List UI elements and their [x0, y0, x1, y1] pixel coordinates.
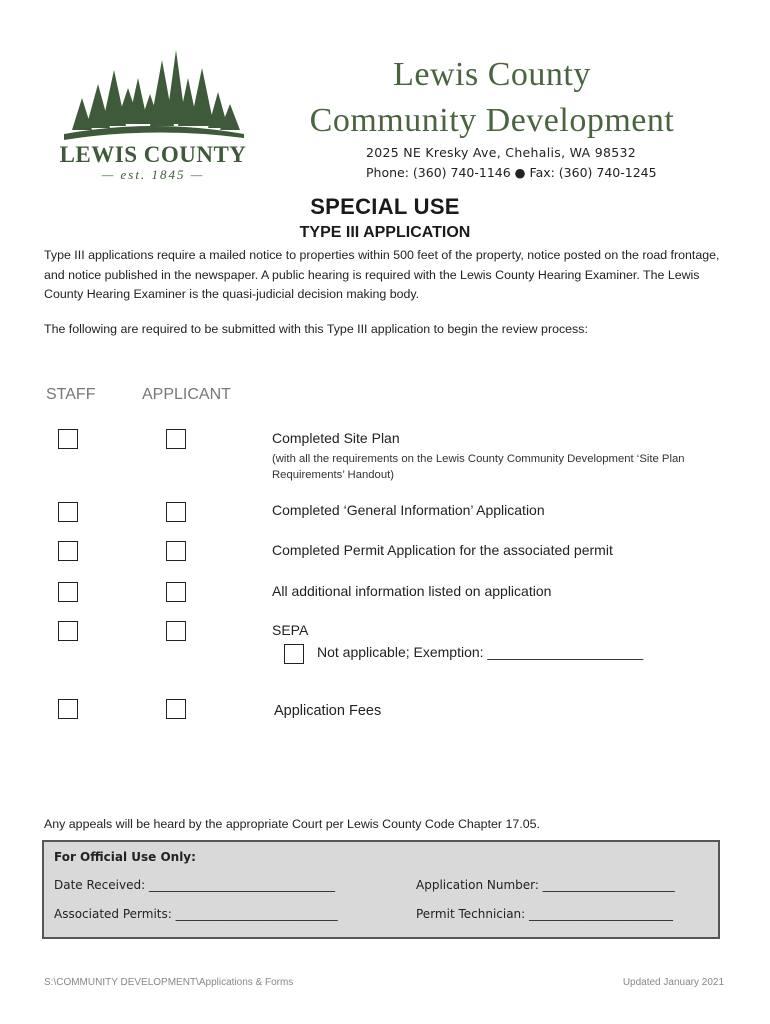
- logo-established: — est. 1845 —: [101, 167, 205, 182]
- org-title: [262, 52, 722, 144]
- org-title-line2: Community Development: [309, 102, 675, 139]
- applicant-checkbox-permit-application[interactable]: [166, 541, 186, 561]
- applicant-checkbox-sepa[interactable]: [166, 621, 186, 641]
- sepa-exemption-field[interactable]: Not applicable; Exemption: ____________________: [317, 644, 644, 660]
- item-application-fees: Application Fees: [274, 703, 382, 719]
- org-contact: [366, 143, 657, 183]
- date-received-field[interactable]: Date Received: _______________________________: [54, 878, 335, 892]
- footer-updated: Updated January 2021: [622, 977, 724, 988]
- permit-technician-field[interactable]: Permit Technician: ________________________: [416, 907, 674, 921]
- application-number-field[interactable]: Application Number: ______________________: [416, 878, 675, 892]
- page-title: SPECIAL USE: [310, 194, 460, 219]
- official-use-box: [42, 840, 720, 939]
- item-additional-info: All additional information listed on application: [272, 583, 552, 599]
- org-title-line1: Lewis County: [393, 56, 591, 93]
- sepa-not-applicable-checkbox[interactable]: [284, 644, 304, 664]
- footer-path: S:\COMMUNITY DEVELOPMENT\Applications & Forms: [44, 977, 294, 988]
- intro-paragraph: Type III applications require a mailed notice to properties within 500 feet of the property, notice posted on the road frontage, and notice published in the newspaper. A public hearing is required with the Lewis County Hearing Examiner. The Lewis County Hearing Examiner is the quasi-judicial decision making body.: [44, 248, 720, 301]
- page-subtitle: TYPE III APPLICATION: [299, 224, 471, 241]
- item-site-plan: Completed Site Plan: [272, 430, 400, 446]
- requirements-lead: The following are required to be submitted with this Type III application to begin the review process:: [44, 322, 588, 336]
- staff-checkbox-sepa[interactable]: [58, 621, 78, 641]
- appeals-note: Any appeals will be heard by the appropriate Court per Lewis County Code Chapter 17.05.: [44, 817, 540, 831]
- staff-checkbox-permit-application[interactable]: [58, 541, 78, 561]
- official-use-heading: For Official Use Only:: [54, 850, 196, 864]
- staff-checkbox-additional-info[interactable]: [58, 582, 78, 602]
- column-header-applicant: APPLICANT: [142, 386, 231, 403]
- applicant-checkbox-general-info[interactable]: [166, 502, 186, 522]
- applicant-checkbox-site-plan[interactable]: [166, 429, 186, 449]
- associated-permits-field[interactable]: Associated Permits: ___________________________: [54, 907, 338, 921]
- logo-wordmark: LEWIS COUNTY: [59, 142, 247, 167]
- item-sepa: SEPA: [272, 622, 309, 638]
- applicant-checkbox-fees[interactable]: [166, 699, 186, 719]
- applicant-checkbox-additional-info[interactable]: [166, 582, 186, 602]
- org-address: 2025 NE Kresky Ave, Chehalis, WA 98532: [366, 145, 636, 160]
- item-site-plan-note: (with all the requirements on the Lewis County Community Development ‘Site Plan Requirements’ Handout): [272, 453, 685, 481]
- item-general-info: Completed ‘General Information’ Application: [272, 502, 545, 518]
- column-header-staff: STAFF: [46, 386, 96, 403]
- org-phone-fax: Phone: (360) 740-1146 ● Fax: (360) 740-1245: [366, 165, 657, 180]
- staff-checkbox-site-plan[interactable]: [58, 429, 78, 449]
- staff-checkbox-fees[interactable]: [58, 699, 78, 719]
- staff-checkbox-general-info[interactable]: [58, 502, 78, 522]
- item-permit-application: Completed Permit Application for the associated permit: [272, 542, 613, 558]
